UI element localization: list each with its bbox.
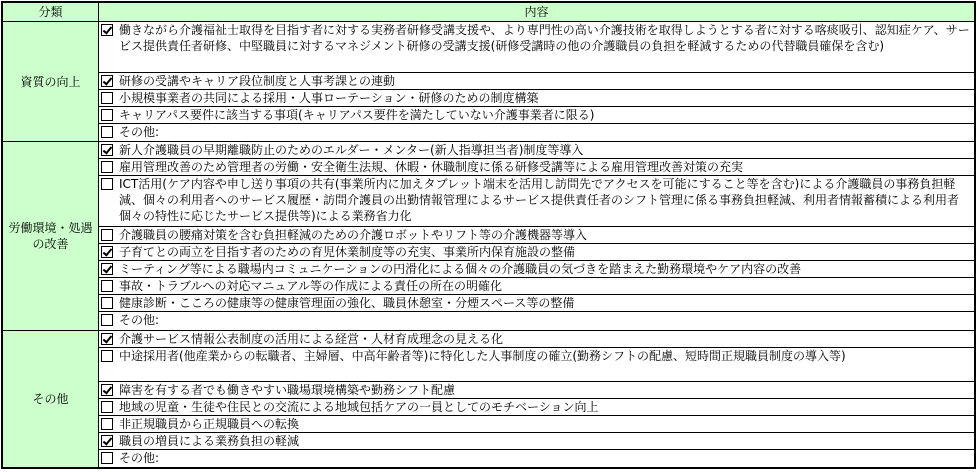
item-text: 新人介護職員の早期離職防止のためのエルダー・メンター(新人指導担当者)制度等導入 <box>119 143 584 158</box>
item-text: 働きながら介護福祉士取得を目指す者に対する実務者研修受講支援や、より専門性の高い介護技術を取得しようとする者に対する喀痰吸引、認知症ケア、サービス提供責任者研修、中堅職員に対するマネジメント研修の受講支援(研修受講時の他の介護職員の負担を軽減するための代替職員確保を含む) <box>119 23 970 53</box>
item-text: 小規模事業者の共同による採用・人事ローテーション・研修のための制度構築 <box>119 91 539 105</box>
section-quality-improvement <box>3 22 975 142</box>
list-item <box>99 124 974 141</box>
checkbox[interactable] <box>101 418 113 430</box>
checkbox[interactable] <box>101 435 113 447</box>
checkbox[interactable] <box>101 297 113 309</box>
item-text: 健康診断・こころの健康等の健康管理面の強化、職員休憩室・分煙スペース等の整備 <box>119 296 575 311</box>
list-item <box>99 90 974 107</box>
items-cell <box>99 142 975 330</box>
item-text: 障害を有する者でも働きやすい職場環境構築や勤務シフト配慮 <box>119 382 456 397</box>
item-text: 事故・トラブルへの対応マニュアル等の作成による責任の所在の明確化 <box>119 279 503 294</box>
checkbox[interactable] <box>101 350 113 362</box>
list-item <box>99 142 974 159</box>
checkbox[interactable] <box>101 246 113 258</box>
section-work-environment <box>3 142 975 330</box>
checkbox[interactable] <box>101 126 113 138</box>
checkbox[interactable] <box>101 263 113 275</box>
item-text: キャリアパス要件に該当する事項(キャリアパス要件を満たしていない介護事業者に限る) <box>119 108 595 122</box>
item-text: ICT活用(ケア内容や申し送り事項の共有(事業所内に加えタブレット端末を活用し訪問先でアクセスを可能にすること等を含む)による介護職員の事務負担軽減、個々の利用者へのサービス履歴・訪問介護員の出勤情報管理によるサービス提供責任者のシフト管理に係る事務負担軽減、利用者情報蓄積による利用者個々の特性に応じたサービス提供等)による業務省力化 <box>119 177 960 224</box>
list-item <box>99 278 974 295</box>
measures-table <box>2 2 975 468</box>
list-item <box>99 244 974 261</box>
item-text: 介護職員の腰痛対策を含む負担軽減のための介護ロボットやリフト等の介護機器等導入 <box>119 228 588 243</box>
checkbox[interactable] <box>101 161 113 173</box>
item-text: 中途採用者(他産業からの転職者、主婦層、中高年齢者等)に特化した人事制度の確立(勤務シフトの配慮、短時間正規職員制度の導入等) <box>119 348 846 363</box>
item-text: 雇用管理改善のため管理者の労働・安全衛生法規、休暇・休職制度に係る研修受講等による雇用管理改善対策の充実 <box>119 160 744 175</box>
list-item <box>99 22 974 73</box>
checkbox[interactable] <box>101 75 113 87</box>
checkbox[interactable] <box>101 109 113 121</box>
list-item <box>99 261 974 278</box>
checkbox[interactable] <box>101 24 113 36</box>
checkbox[interactable] <box>101 178 113 190</box>
list-item <box>99 382 974 399</box>
checkbox[interactable] <box>101 401 113 413</box>
list-item <box>99 73 974 90</box>
item-text: その他: <box>119 313 160 328</box>
item-text: 子育てとの両立を目指す者のための育児休業制度等の充実、事業所内保育施設の整備 <box>119 245 576 260</box>
list-item <box>99 399 974 416</box>
section-other <box>3 330 975 467</box>
item-text: その他: <box>119 450 160 465</box>
item-text: 非正規職員から正規職員への転換 <box>119 416 300 431</box>
list-item <box>99 416 974 433</box>
category-cell: その他 <box>3 330 99 467</box>
checkbox[interactable] <box>101 384 113 396</box>
header-category: 分類 <box>3 3 99 22</box>
items-cell <box>99 22 975 142</box>
category-cell: 資質の向上 <box>3 22 99 142</box>
checkbox[interactable] <box>101 229 113 241</box>
list-item <box>99 331 974 348</box>
checkbox[interactable] <box>101 144 113 156</box>
list-item <box>99 176 974 227</box>
list-item <box>99 227 974 244</box>
item-text: 介護サービス情報公表制度の活用による経営・人材育成理念の見える化 <box>119 331 504 346</box>
item-text: 研修の受講やキャリア段位制度と人事考課との連動 <box>119 74 396 88</box>
list-item <box>99 433 974 450</box>
item-text: 職員の増員による業務負担の軽減 <box>119 433 300 448</box>
item-text: 地域の児童・生徒や住民との交流による地域包括ケアの一員としてのモチベーション向上 <box>119 399 599 414</box>
checkbox[interactable] <box>101 452 113 464</box>
list-item <box>99 312 974 329</box>
table-header-row <box>3 3 975 22</box>
measures-table-sheet <box>1 1 976 469</box>
list-item <box>99 348 974 382</box>
list-item <box>99 295 974 312</box>
list-item <box>99 159 974 176</box>
item-text: その他: <box>119 125 160 139</box>
category-cell: 労働環境・処遇の改善 <box>3 142 99 330</box>
items-cell <box>99 330 975 467</box>
checkbox[interactable] <box>101 314 113 326</box>
list-item <box>99 450 974 467</box>
header-content: 内容 <box>99 3 975 22</box>
checkbox[interactable] <box>101 280 113 292</box>
checkbox[interactable] <box>101 92 113 104</box>
item-text: ミーティング等による職場内コミュニケーションの円滑化による個々の介護職員の気づきを踏まえた勤務環境やケア内容の改善 <box>119 262 802 277</box>
checkbox[interactable] <box>101 333 113 345</box>
list-item <box>99 107 974 124</box>
